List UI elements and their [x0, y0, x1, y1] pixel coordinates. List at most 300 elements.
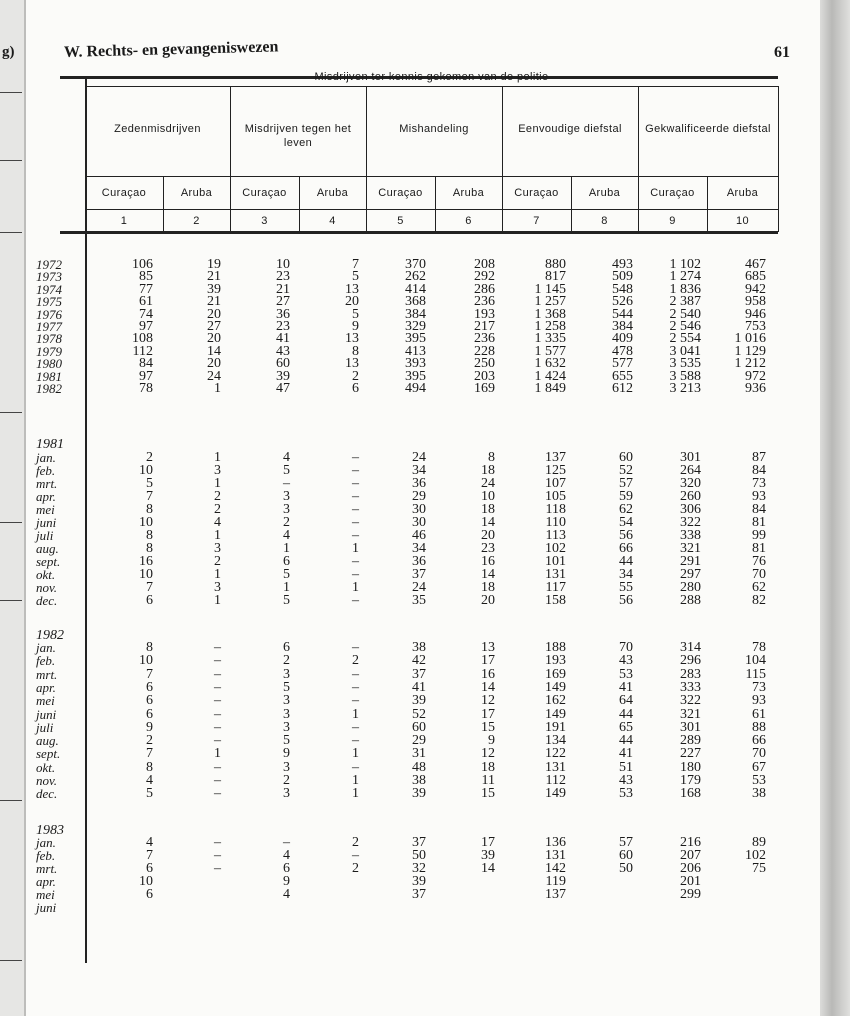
table-cell: –	[352, 567, 359, 582]
table-cell: –	[214, 759, 221, 775]
row-label: mei	[36, 502, 55, 517]
section-year-heading: 1983	[36, 823, 64, 838]
table-cell: 108	[132, 331, 153, 347]
table-cell: 7	[146, 666, 153, 682]
row-label: sept.	[36, 554, 61, 569]
table-cell: 217	[474, 319, 495, 334]
table-right-border	[778, 86, 779, 232]
table-cell: 478	[612, 343, 633, 359]
table-cell: 236	[474, 331, 495, 347]
table-cell: 2 546	[669, 319, 701, 334]
table-cell: 414	[405, 281, 426, 297]
table-cell: 44	[619, 706, 633, 722]
table-cell: 38	[412, 773, 426, 788]
table-cell: 110	[545, 515, 566, 530]
table-cell: 21	[276, 281, 290, 297]
table-cell: 97	[139, 319, 153, 334]
table-cell: 48	[412, 759, 426, 775]
table-cell: 2	[352, 368, 359, 384]
column-header: Aruba	[180, 187, 213, 199]
table-cell: 67	[752, 759, 766, 775]
table-cell: 21	[207, 269, 221, 285]
table-cell: 18	[481, 463, 495, 478]
table-cell: 2	[352, 835, 359, 850]
table-cell: –	[214, 679, 221, 695]
table-cell: –	[352, 515, 359, 530]
table-cell: 201	[680, 874, 701, 889]
table-cell: 207	[680, 848, 701, 863]
table-cell: 3	[283, 693, 290, 709]
table-cell: 29	[412, 733, 426, 749]
table-cell: 3	[283, 759, 290, 775]
table-cell: 321	[680, 706, 701, 722]
table-cell: 76	[752, 554, 766, 569]
table-cell: 296	[680, 653, 701, 669]
table-cell: 188	[545, 640, 566, 655]
row-label: jan.	[36, 640, 56, 655]
table-cell: 10	[139, 463, 153, 478]
table-cell: 52	[412, 706, 426, 722]
table-cell: 43	[619, 653, 633, 669]
table-cell: 5	[352, 269, 359, 285]
table-cell: 4	[283, 887, 290, 902]
table-cell: 3 213	[669, 381, 701, 396]
group-divider	[638, 86, 639, 232]
table-cell: 24	[207, 368, 221, 384]
table-cell: 301	[680, 450, 701, 465]
table-cell: 180	[680, 759, 701, 775]
table-cell: 384	[612, 319, 633, 334]
table-cell: 39	[207, 281, 221, 297]
table-cell: 16	[139, 554, 153, 569]
row-label: 1972	[36, 257, 62, 272]
table-cell: 77	[139, 281, 153, 297]
column-header: Aruba	[452, 187, 485, 199]
table-cell: 368	[405, 294, 426, 310]
table-cell: 494	[405, 381, 426, 396]
table-cell: 1	[214, 567, 221, 582]
table-cell: 125	[545, 463, 566, 478]
table-cell: 283	[680, 666, 701, 682]
table-cell: 27	[276, 294, 290, 310]
row-label: 1976	[36, 306, 62, 322]
table-cell: 9	[283, 746, 290, 762]
row-label: jan.	[36, 450, 56, 465]
row-label: 1974	[36, 281, 62, 297]
table-cell: 60	[619, 450, 633, 465]
table-cell: 131	[545, 759, 566, 775]
table-cell: 23	[276, 269, 290, 285]
table-row	[26, 668, 806, 681]
table-cell: 75	[752, 861, 766, 876]
table-cell: 35	[412, 593, 426, 608]
table-cell: 314	[680, 640, 701, 655]
table-cell: 6	[283, 554, 290, 569]
table-cell: 60	[276, 356, 290, 372]
table-cell: 34	[619, 567, 633, 582]
table-cell: 38	[412, 640, 426, 655]
column-header: Aruba	[316, 187, 349, 199]
table-cell: 65	[619, 719, 633, 735]
super-header: Misdrijven ter kennis gekomen van de politie	[314, 71, 549, 83]
table-cell: 1	[283, 580, 290, 595]
table-cell: 9	[283, 874, 290, 889]
table-cell: 34	[412, 463, 426, 478]
table-cell: 93	[752, 693, 766, 709]
table-cell: 37	[412, 567, 426, 582]
table-cell: 322	[680, 693, 701, 709]
table-cell: 2	[352, 861, 359, 876]
row-label: 1981	[36, 368, 62, 384]
group-header: Misdrijven tegen het leven	[244, 123, 352, 149]
table-cell: 112	[132, 343, 153, 359]
page-stack-edge	[820, 0, 850, 1016]
table-cell: 31	[412, 746, 426, 762]
table-cell: 467	[745, 257, 766, 272]
table-cell: 1 129	[734, 343, 766, 359]
table-cell: 8	[146, 528, 153, 543]
table-cell: 169	[545, 666, 566, 682]
group-header: Zedenmisdrijven	[114, 123, 201, 135]
row-label: nov.	[36, 773, 58, 788]
table-cell: 264	[680, 463, 701, 478]
document-page	[26, 0, 820, 1016]
column-number: 9	[669, 215, 676, 227]
table-cell: 137	[545, 887, 566, 902]
table-cell: –	[214, 666, 221, 682]
table-cell: 544	[612, 306, 633, 322]
table-cell: 5	[283, 679, 290, 695]
table-cell: 2	[283, 653, 290, 669]
table-cell: 55	[619, 580, 633, 595]
table-cell: 880	[545, 257, 566, 272]
table-cell: 37	[412, 887, 426, 902]
table-cell: 20	[207, 356, 221, 372]
table-cell: 39	[412, 786, 426, 802]
table-cell: 13	[345, 331, 359, 347]
table-cell: 101	[545, 554, 566, 569]
table-cell: 1 836	[669, 281, 701, 297]
table-cell: 393	[405, 356, 426, 372]
table-cell: 81	[752, 515, 766, 530]
table-cell: 3	[214, 580, 221, 595]
table-cell: 131	[545, 567, 566, 582]
table-cell: 227	[680, 746, 701, 762]
column-number: 6	[465, 215, 472, 227]
table-cell: 10	[139, 515, 153, 530]
table-cell: 57	[619, 835, 633, 850]
table-cell: 62	[752, 580, 766, 595]
table-cell: –	[214, 719, 221, 735]
row-label: juni	[36, 515, 57, 530]
table-cell: 206	[680, 861, 701, 876]
table-cell: –	[214, 733, 221, 749]
table-cell: 7	[146, 489, 153, 504]
table-cell: 6	[146, 861, 153, 876]
table-cell: 62	[619, 502, 633, 517]
column-number: 8	[601, 215, 608, 227]
table-cell: 8	[488, 450, 495, 465]
table-cell: 5	[352, 306, 359, 322]
table-cell: 3	[214, 541, 221, 556]
table-cell: 10	[139, 874, 153, 889]
group-header: Gekwalificeerde diefstal	[645, 123, 771, 135]
row-label: sept.	[36, 746, 61, 762]
table-cell: 4	[283, 848, 290, 863]
table-cell: 179	[680, 773, 701, 788]
table-cell: –	[352, 463, 359, 478]
table-cell: 5	[283, 593, 290, 608]
table-cell: 39	[481, 848, 495, 863]
table-cell: 16	[481, 666, 495, 682]
group-divider	[502, 86, 503, 232]
row-label: mrt.	[36, 476, 58, 491]
table-cell: 50	[619, 861, 633, 876]
table-cell: 2	[214, 554, 221, 569]
table-cell: 122	[545, 746, 566, 762]
table-cell: 115	[745, 666, 766, 682]
table-cell: 56	[619, 528, 633, 543]
table-cell: 15	[481, 786, 495, 802]
table-cell: 1 258	[534, 319, 566, 334]
row-label: 1977	[36, 319, 62, 334]
row-label: 1973	[36, 269, 62, 285]
table-cell: 3	[283, 786, 290, 802]
table-cell: 44	[619, 554, 633, 569]
table-cell: 5	[283, 463, 290, 478]
table-cell: 18	[481, 580, 495, 595]
table-cell: 137	[545, 450, 566, 465]
table-cell: 66	[752, 733, 766, 749]
table-cell: 301	[680, 719, 701, 735]
section-title: W. Rechts- en gevangeniswezen	[63, 38, 279, 61]
table-cell: –	[214, 640, 221, 655]
column-header: Aruba	[726, 187, 759, 199]
group-divider	[366, 86, 367, 232]
table-cell: 4	[214, 515, 221, 530]
table-cell: 44	[619, 733, 633, 749]
table-cell: –	[352, 848, 359, 863]
table-cell: 14	[207, 343, 221, 359]
table-cell: 34	[412, 541, 426, 556]
table-cell: 6	[146, 679, 153, 695]
table-cell: –	[214, 693, 221, 709]
table-cell: –	[283, 476, 290, 491]
table-cell: 5	[283, 567, 290, 582]
row-label: okt.	[36, 759, 56, 775]
table-cell: 136	[545, 835, 566, 850]
row-label: nov.	[36, 580, 58, 595]
table-cell: 228	[474, 343, 495, 359]
table-cell: 236	[474, 294, 495, 310]
table-cell: 78	[139, 381, 153, 396]
table-cell: 23	[276, 319, 290, 334]
table-cell: –	[352, 693, 359, 709]
table-row	[26, 761, 806, 774]
table-cell: 1 368	[534, 306, 566, 322]
table-cell: –	[352, 489, 359, 504]
table-cell: 105	[545, 489, 566, 504]
table-cell: 12	[481, 746, 495, 762]
table-cell: 10	[139, 567, 153, 582]
group-header-rule	[85, 176, 778, 177]
table-cell: 548	[612, 281, 633, 297]
table-cell: 56	[619, 593, 633, 608]
table-cell: 104	[745, 653, 766, 669]
table-cell: 53	[619, 786, 633, 802]
table-cell: 6	[283, 640, 290, 655]
table-cell: 7	[146, 746, 153, 762]
table-cell: 131	[545, 848, 566, 863]
table-cell: 260	[680, 489, 701, 504]
table-cell: 23	[481, 541, 495, 556]
table-cell: 2 540	[669, 306, 701, 322]
table-cell: 8	[146, 640, 153, 655]
row-label: 1982	[36, 381, 62, 396]
column-header: Aruba	[588, 187, 621, 199]
table-cell: 7	[352, 257, 359, 272]
table-cell: 24	[412, 580, 426, 595]
table-cell: 1	[352, 706, 359, 722]
table-cell: 370	[405, 257, 426, 272]
table-cell: –	[283, 835, 290, 850]
table-cell: 409	[612, 331, 633, 347]
column-header: Curaçao	[650, 187, 695, 199]
table-cell: 15	[481, 719, 495, 735]
table-cell: –	[352, 640, 359, 655]
table-cell: 3 535	[669, 356, 701, 372]
table-cell: 70	[752, 746, 766, 762]
table-cell: 1 212	[734, 356, 766, 372]
table-cell: 88	[752, 719, 766, 735]
table-row	[26, 594, 806, 607]
table-cell: 280	[680, 580, 701, 595]
table-cell: 84	[139, 356, 153, 372]
row-label: feb.	[36, 653, 56, 669]
table-cell: 1 577	[534, 343, 566, 359]
table-cell: 84	[752, 463, 766, 478]
table-cell: 87	[752, 450, 766, 465]
row-label: mrt.	[36, 861, 58, 876]
row-label: dec.	[36, 786, 58, 802]
table-cell: 395	[405, 368, 426, 384]
table-cell: 3	[283, 502, 290, 517]
table-cell: 1	[214, 528, 221, 543]
table-cell: 43	[619, 773, 633, 788]
table-cell: 66	[619, 541, 633, 556]
column-number: 2	[193, 215, 200, 227]
column-number: 10	[735, 215, 750, 227]
table-cell: 1	[214, 593, 221, 608]
table-cell: 82	[752, 593, 766, 608]
table-cell: –	[214, 653, 221, 669]
row-label: mei	[36, 693, 55, 709]
row-label: feb.	[36, 463, 56, 478]
table-cell: 41	[276, 331, 290, 347]
table-cell: 61	[139, 294, 153, 310]
table-cell: 81	[752, 541, 766, 556]
row-label: 1975	[36, 294, 62, 310]
table-cell: 1	[352, 786, 359, 802]
table-cell: 753	[745, 319, 766, 334]
table-cell: 20	[481, 593, 495, 608]
table-cell: 39	[412, 874, 426, 889]
table-cell: 106	[132, 257, 153, 272]
table-cell: 19	[207, 257, 221, 272]
table-cell: 297	[680, 567, 701, 582]
table-cell: –	[352, 554, 359, 569]
row-label: mrt.	[36, 666, 58, 682]
table-cell: 8	[352, 343, 359, 359]
table-cell: 4	[146, 773, 153, 788]
table-cell: 99	[752, 528, 766, 543]
table-cell: 168	[680, 786, 701, 802]
table-cell: 70	[619, 640, 633, 655]
table-cell: 6	[146, 693, 153, 709]
table-row	[26, 654, 806, 667]
row-label: okt.	[36, 567, 56, 582]
table-cell: 119	[545, 874, 566, 889]
table-cell: 13	[481, 640, 495, 655]
table-cell: 113	[545, 528, 566, 543]
table-cell: 32	[412, 861, 426, 876]
table-cell: 493	[612, 257, 633, 272]
table-cell: 193	[474, 306, 495, 322]
table-cell: 11	[481, 773, 495, 788]
table-cell: 1	[214, 450, 221, 465]
table-cell: 1 424	[534, 368, 566, 384]
table-cell: 262	[405, 269, 426, 285]
table-cell: 46	[412, 528, 426, 543]
table-cell: 2	[146, 450, 153, 465]
table-cell: 112	[545, 773, 566, 788]
table-cell: 17	[481, 835, 495, 850]
table-cell: 158	[545, 593, 566, 608]
page-number: 61	[774, 44, 790, 61]
table-cell: 74	[139, 306, 153, 322]
table-cell: –	[352, 450, 359, 465]
table-cell: 149	[545, 679, 566, 695]
table-cell: 57	[619, 476, 633, 491]
table-cell: 936	[745, 381, 766, 396]
table-cell: 118	[545, 502, 566, 517]
table-cell: 13	[345, 356, 359, 372]
table-cell: 84	[752, 502, 766, 517]
table-cell: 18	[481, 502, 495, 517]
table-cell: 685	[745, 269, 766, 285]
table-cell: 10	[481, 489, 495, 504]
column-header: Curaçao	[242, 187, 287, 199]
margin-tag: g)	[2, 44, 15, 60]
table-cell: 89	[752, 835, 766, 850]
table-cell: 384	[405, 306, 426, 322]
table-cell: 3	[283, 719, 290, 735]
group-divider	[230, 86, 231, 232]
table-cell: 191	[545, 719, 566, 735]
table-cell: 3	[283, 706, 290, 722]
table-cell: 73	[752, 476, 766, 491]
table-cell: 16	[481, 554, 495, 569]
table-cell: 1	[352, 773, 359, 788]
table-cell: 8	[146, 502, 153, 517]
table-cell: 162	[545, 693, 566, 709]
table-cell: 612	[612, 381, 633, 396]
table-cell: 14	[481, 679, 495, 695]
table-cell: 64	[619, 693, 633, 709]
table-cell: 5	[146, 786, 153, 802]
row-label: jan.	[36, 835, 56, 850]
table-cell: 216	[680, 835, 701, 850]
